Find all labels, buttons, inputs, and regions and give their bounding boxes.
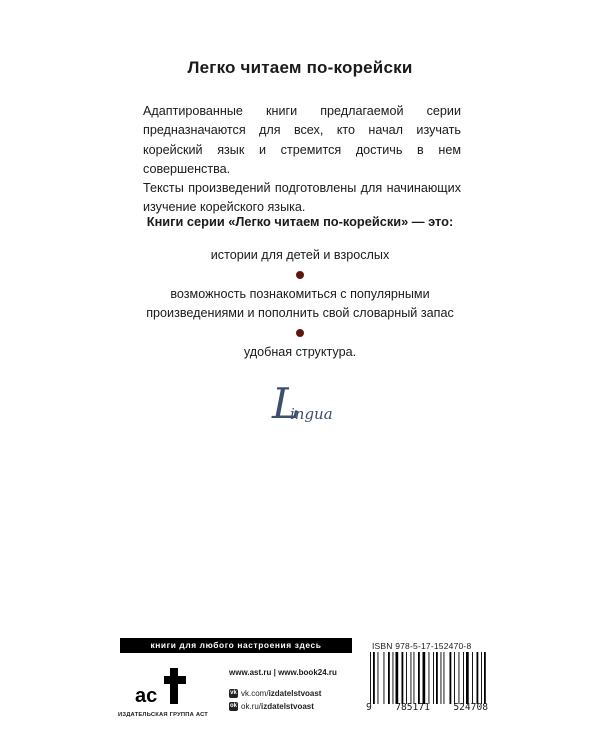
intro-text — [143, 102, 461, 218]
barcode-bar — [423, 652, 426, 704]
social-link-handle: izdatelstvoast — [268, 689, 322, 698]
barcode-bar — [484, 652, 486, 704]
bullet-dot — [296, 329, 304, 337]
intro-paragraph-1: Адаптированные книги предлагаемой серии предназначаются для всех, кто начал изучать корейский язык и стремится достичь в нем совершенства. — [143, 104, 461, 176]
intro-paragraph-2: Тексты произведений подготовлены для начинающих изучение корейского языка. — [143, 181, 461, 215]
barcode-bar — [388, 652, 390, 704]
bullet-dot — [296, 271, 304, 279]
publisher-name: ИЗДАТЕЛЬСКАЯ ГРУППА АСТ — [118, 712, 209, 718]
barcode-bar — [370, 652, 371, 704]
social-link-handle: izdatelstvoast — [261, 702, 314, 711]
barcode-bar — [418, 652, 420, 704]
barcode-bar — [396, 652, 399, 704]
barcode-bar — [466, 652, 469, 704]
barcode-bar — [481, 652, 482, 704]
barcode-bar — [429, 652, 430, 704]
barcode-digits — [366, 702, 488, 713]
social-links — [229, 687, 321, 713]
barcode-bar — [373, 652, 375, 704]
barcode-bar — [384, 652, 385, 704]
barcode-bar — [459, 652, 460, 704]
barcode — [366, 652, 488, 704]
feature-item-1: истории для детей и взрослых — [210, 248, 390, 262]
lingua-logo — [268, 380, 358, 440]
lingua-logo-initial: L — [272, 379, 300, 428]
book-series-title: Легко читаем по-корейски — [187, 58, 413, 77]
features-heading: Книги серии «Легко читаем по-корейски» — это: — [146, 214, 454, 229]
barcode-digit-group: 524708 — [453, 702, 488, 713]
lingua-logo-text: ingua — [290, 405, 333, 423]
barcode-bar — [411, 652, 412, 704]
social-link-prefix: vk.com/ — [241, 689, 269, 698]
barcode-bar — [414, 652, 415, 704]
ast-publisher-logo — [134, 664, 190, 708]
barcode-digit-group: 9 — [366, 702, 372, 713]
barcode-bar — [444, 652, 445, 704]
barcode-bar — [477, 652, 479, 704]
svg-text:ас: ас — [135, 685, 158, 707]
barcode-bar — [463, 652, 464, 704]
barcode-bar — [436, 652, 438, 704]
features-list — [0, 246, 600, 362]
feature-item-3: удобная структура. — [243, 345, 357, 359]
social-link-vk[interactable] — [229, 687, 321, 700]
barcode-bar — [454, 652, 455, 704]
isbn-number: ISBN 978-5-17-152470-8 — [372, 641, 472, 651]
barcode-bar — [406, 652, 407, 704]
ok-icon: ok — [229, 703, 237, 709]
barcode-bar — [450, 652, 452, 704]
barcode-bar — [393, 652, 394, 704]
barcode-bar — [402, 652, 404, 704]
websites-text: www.ast.ru | www.book24.ru — [229, 668, 337, 677]
barcode-bar — [378, 652, 379, 704]
barcode-bar — [472, 652, 473, 704]
social-link-ok[interactable] — [229, 700, 321, 713]
slogan-banner: книги для любого настроения здесь — [120, 638, 352, 653]
vk-icon: vk — [230, 690, 237, 696]
barcode-digit-group: 785171 — [395, 702, 430, 713]
social-link-prefix: ok.ru/ — [241, 702, 262, 711]
barcode-bar — [433, 652, 434, 704]
barcode-bar — [441, 652, 442, 704]
feature-item-2: возможность познакомиться с популярными произведениями и пополнить свой словарный запас — [146, 287, 454, 320]
